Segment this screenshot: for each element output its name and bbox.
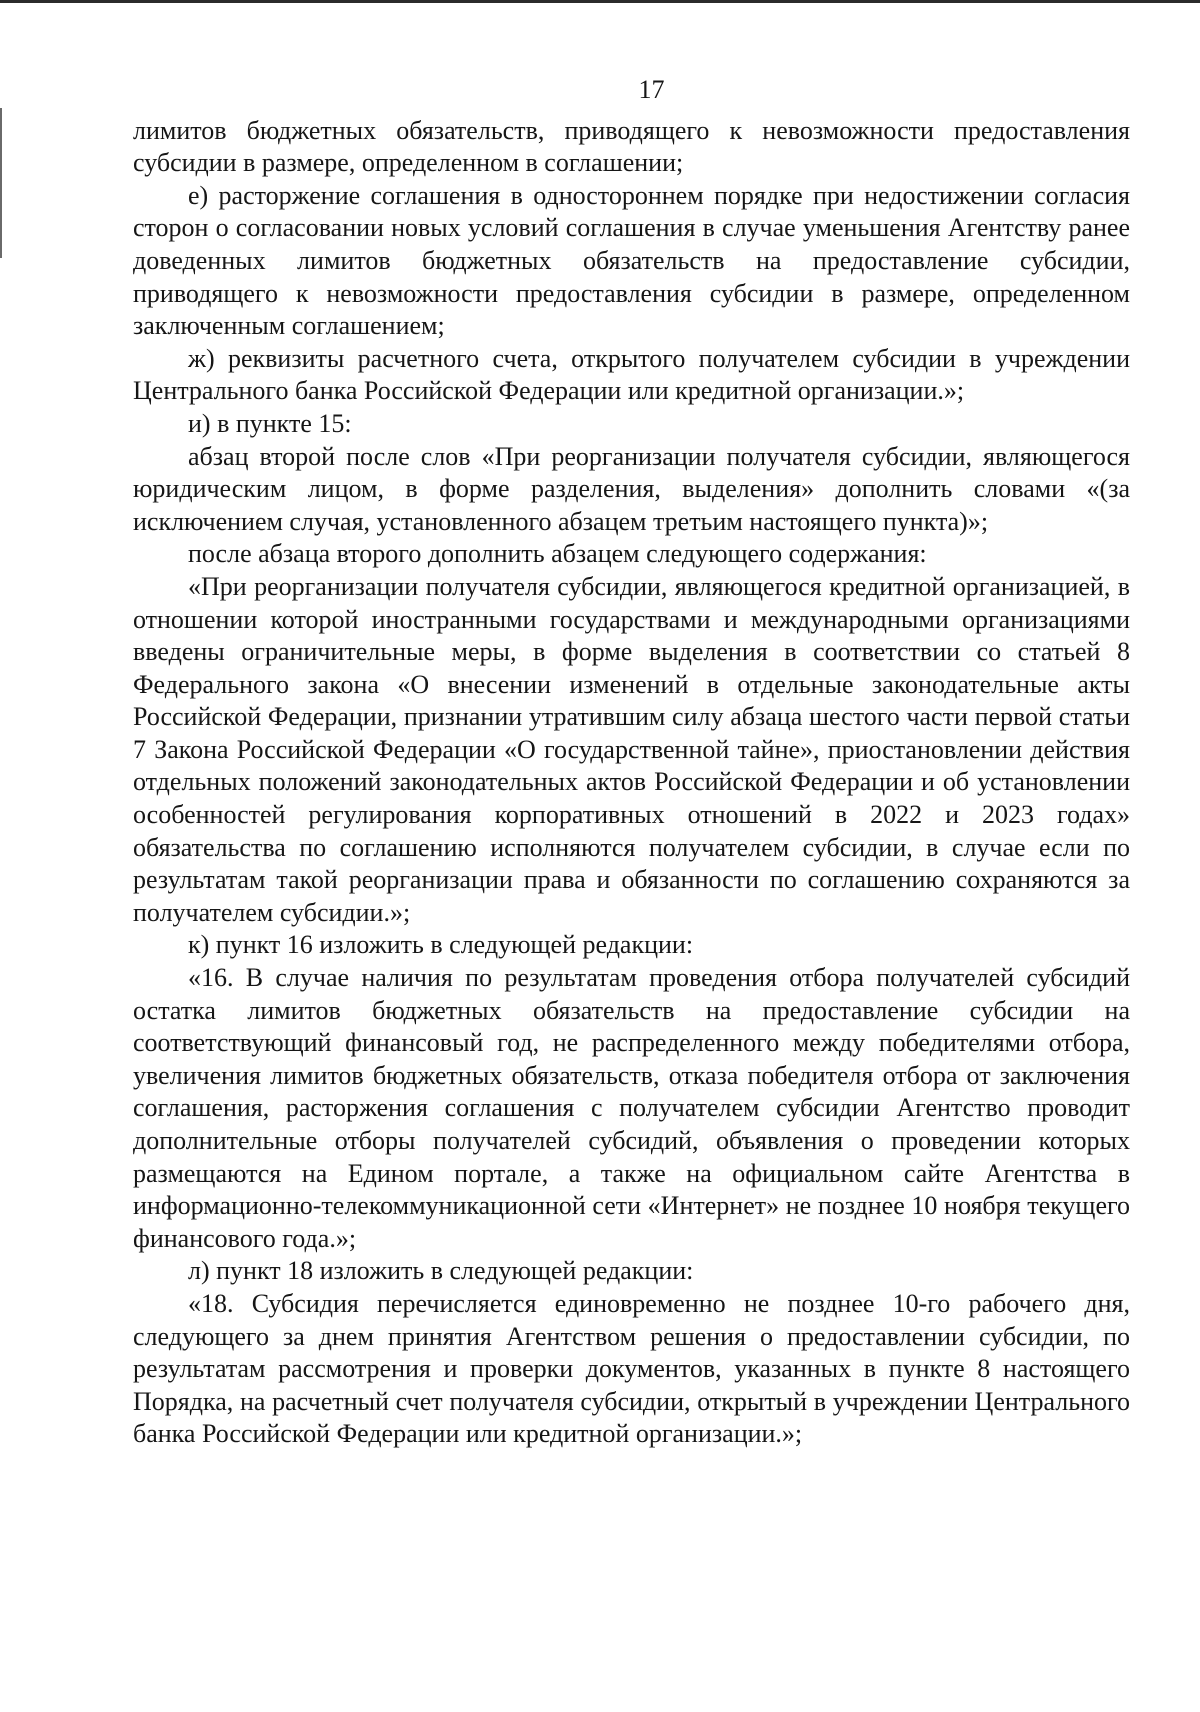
scan-top-edge — [0, 0, 1200, 3]
page-number: 17 — [638, 75, 665, 104]
paragraph-quote-18: «18. Субсидия перечисляется единовременно не позднее 10-го рабочего дня, следующего за днем принятия Агентством решения о предоставлении субсидии, по результатам рассмотрения и проверки документов, указанных в пункте 8 настоящего Порядка, на расчетный счет получателя субсидии, открытый в учреждении Центрального банка Российской Федерации или кредитной организации.»; — [133, 1288, 1130, 1449]
paragraph-item-l: л) пункт 18 изложить в следующей редакции: — [188, 1256, 694, 1286]
paragraph-item-k: к) пункт 16 изложить в следующей редакции: — [188, 930, 694, 960]
paragraph-item-e: е) расторжение соглашения в одностороннем порядке при недостижении согласия сторон о согласовании новых условий соглашения в случае уменьшения Агентству ранее доведенных лимитов бюджетных обязательств на предоставление субсидии, приводящего к невозможности предоставления субсидии в размере, определенном заключенным соглашением; — [133, 180, 1130, 341]
paragraph-posle-abzaca: после абзаца второго дополнить абзацем следующего содержания: — [188, 539, 927, 569]
paragraph-quote-16: «16. В случае наличия по результатам проведения отбора получателей субсидий остатка лимитов бюджетных обязательств на предоставление субсидии на соответствующий финансовый год, не распределенного между победителями отбора, увеличения лимитов бюджетных обязательств, отказа победителя отбора от заключения соглашения, расторжения соглашения с получателем субсидии Агентство проводит дополнительные отборы получателей субсидий, объявления о проведении которых размещаются на Едином портале, а также на официальном сайте Агентства в информационно-телекоммуникационной сети «Интернет» не позднее 10 ноября текущего финансового года.»; — [133, 963, 1130, 1253]
scan-left-mark — [0, 108, 2, 258]
paragraph-item-i: и) в пункте 15: — [188, 408, 352, 438]
paragraph-item-zh: ж) реквизиты расчетного счета, открытого получателем субсидии в учреждении Центрального банка Российской Федерации или кредитной организации.»; — [133, 343, 1130, 406]
paragraph-continuation: лимитов бюджетных обязательств, приводящего к невозможности предоставления субсидии в размере, определенном в соглашении; — [133, 115, 1130, 178]
paragraph-quote-reorganization: «При реорганизации получателя субсидии, являющегося кредитной организацией, в отношении которой иностранными государствами и международными организациями введены ограничительные меры, в форме выделения в соответствии со статьей 8 Федерального закона «О внесении изменений в отдельные законодательные акты Российской Федерации, признании утратившим силу абзаца шестого части первой статьи 7 Закона Российской Федерации «О государственной тайне», приостановлении действия отдельных положений законодательных актов Российской Федерации и об установлении особенностей регулирования корпоративных отношений в 2022 и 2023 годах» обязательства по соглашению исполняются получателем субсидии, в случае если по результатам такой реорганизации права и обязанности по соглашению сохраняются за получателем субсидии.»; — [133, 571, 1130, 927]
paragraph-abzac-vtoroy: абзац второй после слов «При реорганизации получателя субсидии, являющегося юридическим лицом, в форме разделения, выделения» дополнить словами «(за исключением случая, установленного абзацем третьим настоящего пункта)»; — [133, 441, 1130, 536]
page-content — [133, 74, 1130, 1451]
